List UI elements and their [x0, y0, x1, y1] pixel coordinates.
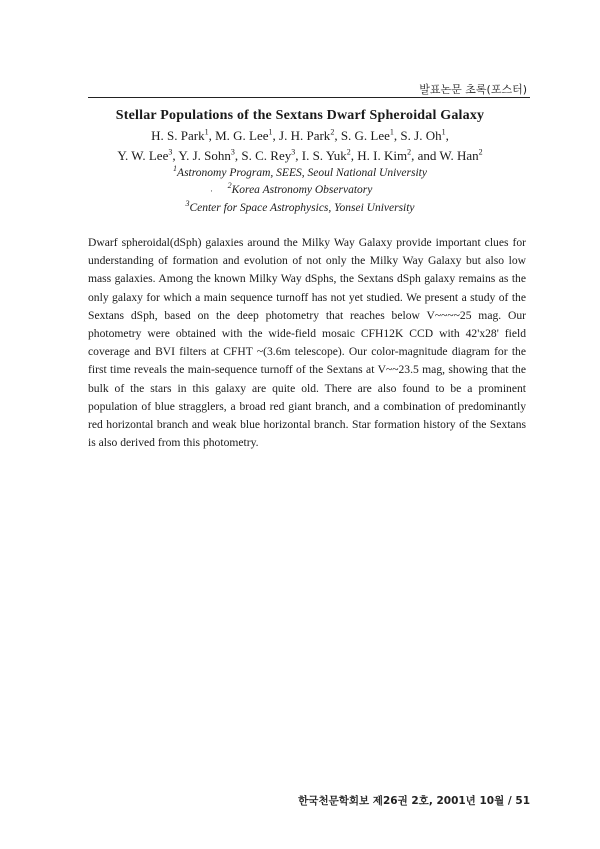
author-name: J. H. Park — [279, 128, 331, 143]
author-affiliation-number: 2 — [478, 147, 483, 157]
author-name: S. C. Rey — [241, 148, 292, 163]
affiliation-number: 1 — [173, 164, 178, 174]
author-affiliation-number: 3 — [230, 147, 235, 157]
affiliation-number: 2 — [227, 181, 232, 191]
affiliation-1 — [0, 164, 600, 179]
author-affiliation-number: 2 — [346, 147, 351, 157]
affiliation-3 — [0, 199, 600, 214]
affiliation-text: Center for Space Astrophysics, Yonsei University — [189, 202, 415, 214]
author-name: W. Han — [439, 148, 479, 163]
author-line-1: H. S. Park$^1$, M. G. Lee$^1$, J. H. Park$^2$, S. G. Lee$^1$, S. J. Oh$^1$, — [151, 127, 449, 143]
author-affiliation-number: 3 — [291, 147, 296, 157]
author-name: S. J. Oh — [400, 128, 442, 143]
author-name: Y. W. Lee — [117, 148, 169, 163]
author-affiliation-number: 1 — [268, 127, 273, 137]
author-name: M. G. Lee — [215, 128, 269, 143]
author-affiliation-number: 1 — [441, 127, 446, 137]
author-affiliation-number: 1 — [389, 127, 394, 137]
author-name: H. I. Kim — [357, 148, 408, 163]
author-name: I. S. Yuk — [301, 148, 347, 163]
affiliation-text: Korea Astronomy Observatory — [231, 184, 373, 196]
paper-title: Stellar Populations of the Sextans Dwarf Spheroidal Galaxy — [115, 108, 485, 123]
section-label: 발표논문 초록(포스터) — [419, 83, 527, 96]
author-affiliation-number: 1 — [204, 127, 209, 137]
author-name: Y. J. Sohn — [178, 148, 231, 163]
affiliation-2 — [0, 181, 600, 196]
author-name: S. G. Lee — [340, 128, 390, 143]
abstract: Dwarf spheroidal(dSph) galaxies around the Milky Way Galaxy provide important clues for understanding of formation and evolution of not only the Milky Way Galaxy but also low mass galaxies. Among the known Milky Way dSphs, the Sextans dSph galaxy remains as the only galaxy for which a main sequence turnoff has not yet studied. We present a study of the Sextans dSph, based on the deep photometry that reaches below V~~~~25 mag. Our photometry were obtained with the wide-field mosaic CFH12K CCD with 42'x28' field coverage and BVI filters at CFHT ~(3.6m telescope). Our color-magnitude diagram for the first time reveals the main-sequence turnoff of the Sextans at V~~23.5 mag, showing that the bulk of the stars in this galaxy are quite old. There are also found to be a prominent population of blue stragglers, a broad red giant branch, and a combination of predominantly red horizontal branch and weak blue horizontal branch. Star formation history of the Sextans is also derived from this photometry. — [88, 236, 526, 450]
affiliation-text: Astronomy Program, SEES, Seoul National University — [177, 167, 427, 179]
author-line-2: Y. W. Lee$^3$, Y. J. Sohn$^3$, S. C. Rey$^3$, I. S. Yuk$^2$, H. I. Kim$^2$, and W. Han$^2$ — [117, 147, 483, 163]
affiliation-number: 3 — [185, 199, 190, 209]
author-affiliation-number: 2 — [330, 127, 335, 137]
author-name: H. S. Park — [151, 128, 205, 143]
author-affiliation-number: 2 — [407, 147, 412, 157]
header-divider — [88, 97, 530, 98]
stray-mark: · — [210, 186, 213, 196]
journal-citation: 한국천문학회보 제26권 2호, 2001년 10월 / 51 — [298, 795, 530, 807]
author-affiliation-number: 3 — [168, 147, 173, 157]
